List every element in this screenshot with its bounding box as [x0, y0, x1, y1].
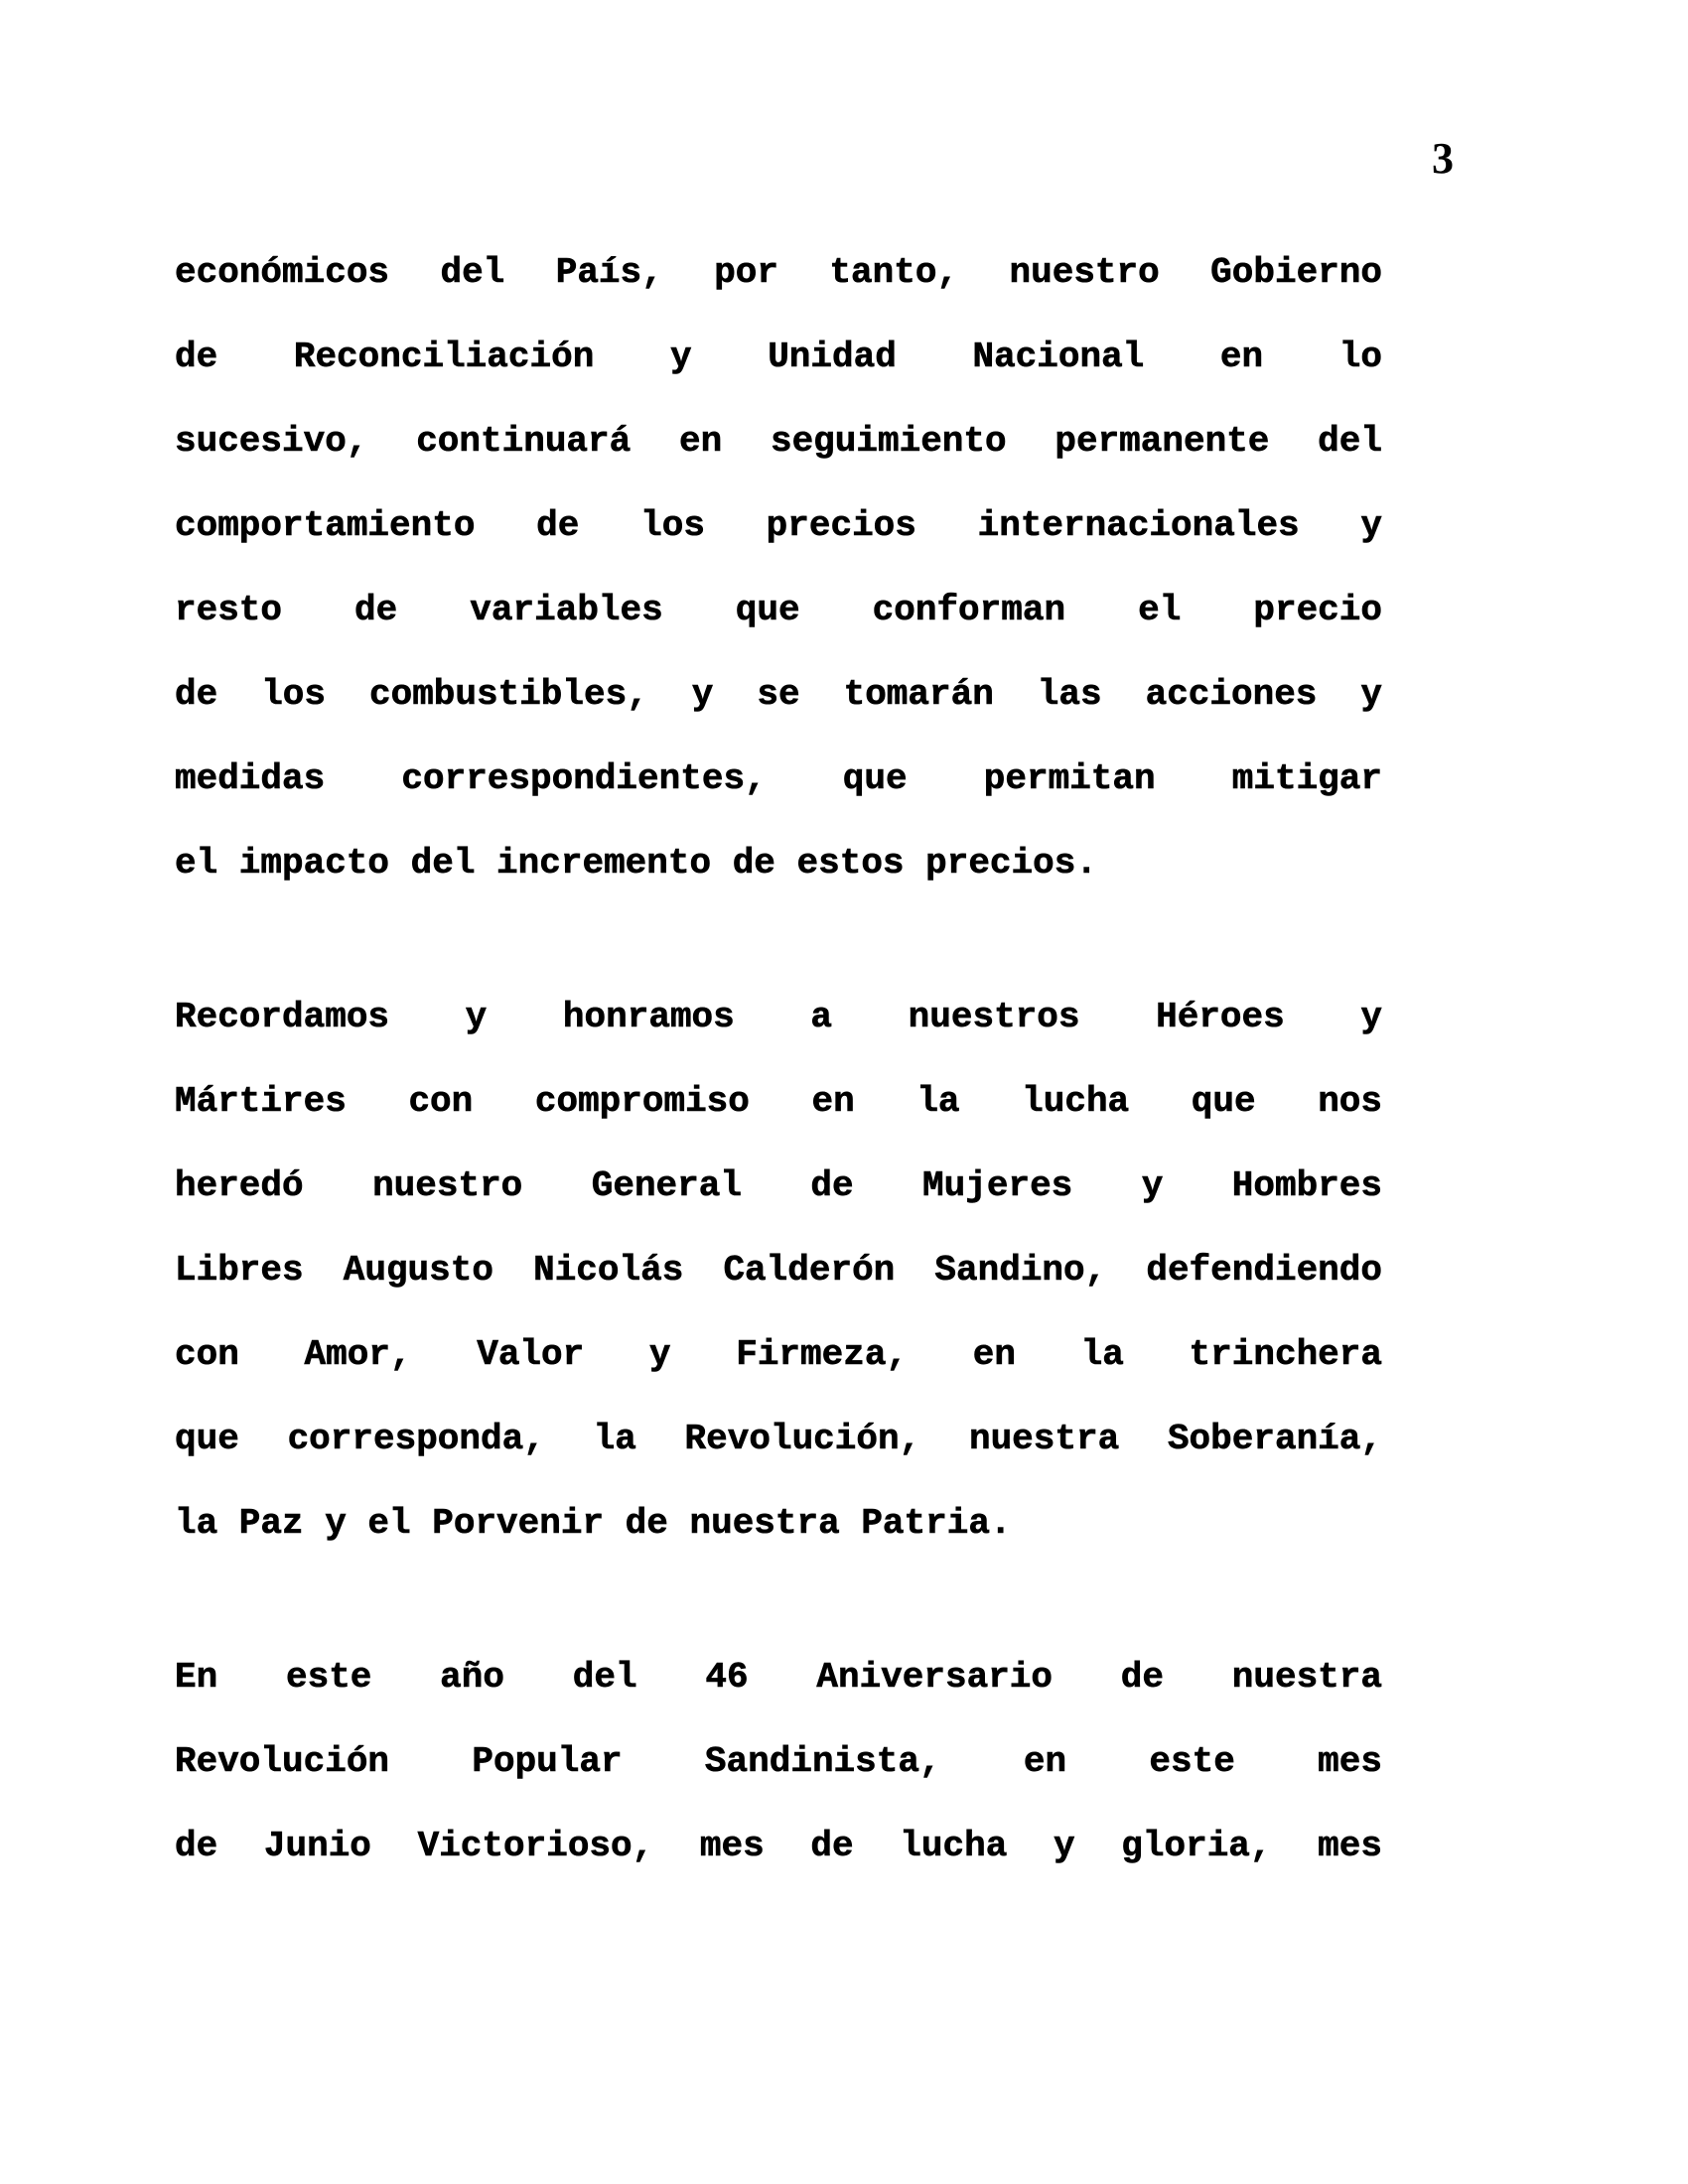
text-line: sucesivo, continuará en seguimiento permanente del [175, 421, 1382, 462]
text-line: económicos del País, por tanto, nuestro Gobierno [175, 252, 1382, 293]
paragraph [175, 975, 1382, 1566]
text-line: Libres Augusto Nicolás Calderón Sandino, defendiendo [175, 1250, 1382, 1291]
paragraph [175, 1635, 1382, 1888]
text-line: con Amor, Valor y Firmeza, en la trinchera [175, 1334, 1382, 1375]
text-line: de los combustibles, y se tomarán las acciones y [175, 674, 1382, 715]
paragraph [175, 230, 1382, 905]
text-line: Mártires con compromiso en la lucha que nos [175, 1081, 1382, 1122]
page-number: 3 [1432, 134, 1454, 183]
text-line: de Reconciliación y Unidad Nacional en lo [175, 337, 1382, 377]
document-body [175, 230, 1382, 1958]
text-line: comportamiento de los precios internacionales y [175, 505, 1382, 546]
text-line: heredó nuestro General de Mujeres y Hombres [175, 1165, 1382, 1206]
text-line: medidas correspondientes, que permitan mitigar [175, 758, 1382, 799]
text-line: el impacto del incremento de estos precios. [175, 843, 1097, 884]
text-line: resto de variables que conforman el precio [175, 590, 1382, 630]
text-line: de Junio Victorioso, mes de lucha y gloria, mes [175, 1826, 1382, 1866]
text-line: Revolución Popular Sandinista, en este mes [175, 1741, 1382, 1782]
text-line: la Paz y el Porvenir de nuestra Patria. [175, 1503, 1012, 1544]
text-line: que corresponda, la Revolución, nuestra Soberanía, [175, 1419, 1382, 1459]
text-line: Recordamos y honramos a nuestros Héroes y [175, 997, 1382, 1037]
text-line: En este año del 46 Aniversario de nuestra [175, 1657, 1382, 1698]
